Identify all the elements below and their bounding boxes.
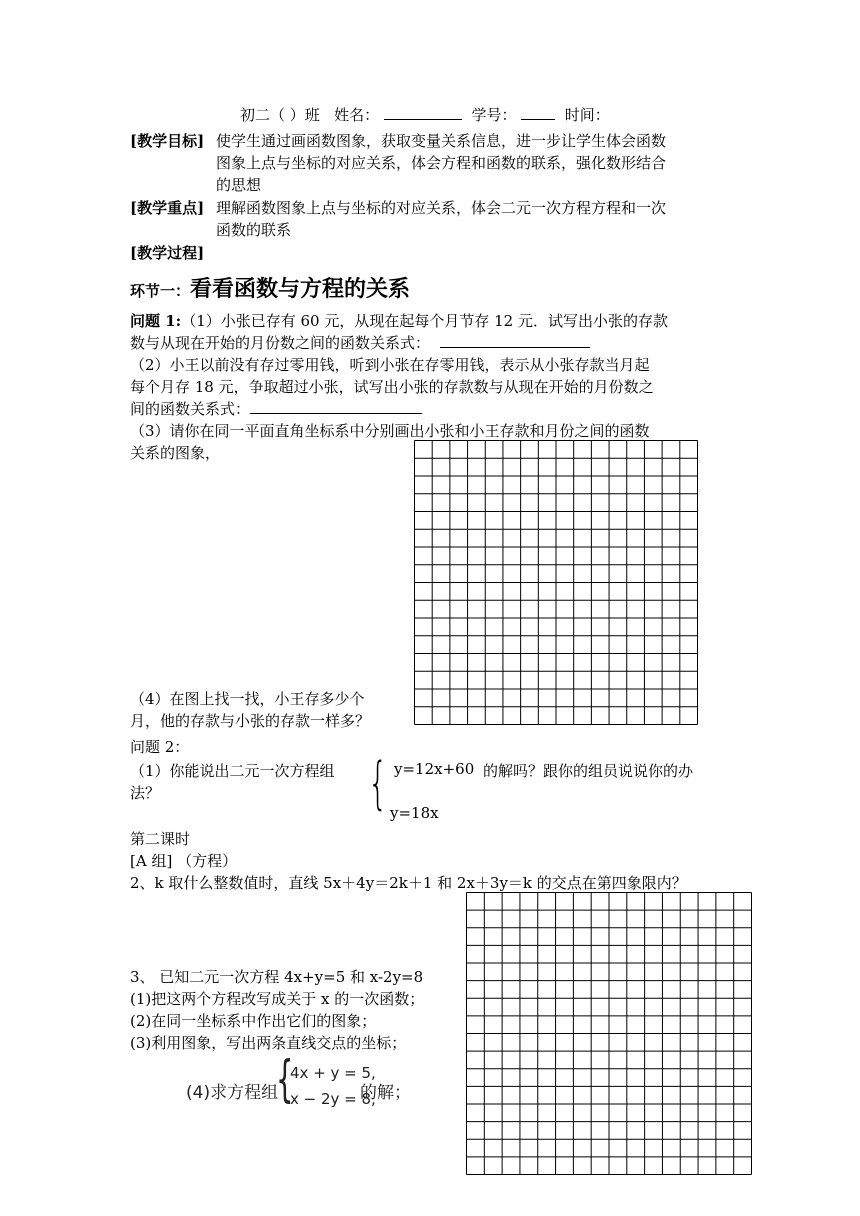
problem1-q2-line1: （2）小王以前没有存过零用钱，听到小张在存零用钱，表示从小张存款当月起 <box>130 356 650 374</box>
objectives-line-1: 使学生通过画函数图象，获取变量关系信息，进一步让学生体会函数 <box>216 132 667 150</box>
name-blank[interactable] <box>384 105 462 120</box>
process-tag: [教学过程] <box>130 244 205 262</box>
problem1-q4-line1: （4）在图上找一找，小王存多少个 <box>130 690 365 708</box>
keypoints-line-1: 理解函数图象上点与坐标的对应关系，体会二元一次方程方程和一次 <box>216 199 667 217</box>
problem1-q4-line2: 月，他的存款与小张的存款一样多？ <box>130 712 371 730</box>
class-label: 初二（ ）班 <box>240 106 320 124</box>
lesson2-question-3-1: (1)把这两个方程改写成关于 x 的一次函数； <box>130 990 425 1008</box>
problem1-label: 问题 1: <box>130 312 182 330</box>
problem1-q3-line2: 关系的图象， <box>130 444 221 462</box>
lesson2-group: [A 组] （方程） <box>130 852 238 870</box>
name-label: 姓名： <box>334 106 380 124</box>
lesson2-title: 第二课时 <box>130 830 191 848</box>
graph-grid-2[interactable] <box>466 892 752 1175</box>
keypoints-tag: [教学重点] <box>130 199 205 217</box>
section-heading <box>130 272 410 303</box>
lesson2-question-2: 2、k 取什么整数值时，直线 5x＋4y＝2k＋1 和 2x＋3y＝k 的交点在第四象限内？ <box>130 874 687 892</box>
problem1-q1-text: （1）小张已存有 60 元，从现在起每个月节存 12 元．试写出小张的存款 <box>181 312 668 330</box>
problem1-q1-text-2: 数与从现在开始的月份数之间的函数关系式： <box>130 334 431 352</box>
objectives-line-3: 的思想 <box>216 176 262 194</box>
equation-system-image <box>180 1050 420 1116</box>
problem1-q1-line2 <box>130 332 590 353</box>
problem1-q3-line1: （3）请你在同一平面直角坐标系中分别画出小张和小王存款和月份之间的函数 <box>130 422 650 440</box>
problem1-q2-line2: 每个月存 18 元，争取超过小张，试写出小张的存款数与从现在开始的月份数之 <box>130 378 654 396</box>
q3-4-eq2: x − 2y = 8, <box>290 1090 376 1108</box>
section-prefix: 环节一： <box>130 282 191 300</box>
equation-1: y=12x+60 <box>394 760 475 778</box>
problem2-q1-tail: 的解吗？跟你的组员说说你的办 <box>483 762 694 780</box>
problem1-q2-line3 <box>130 398 422 419</box>
student-info-line <box>240 104 610 125</box>
q3-4-prefix: (4)求方程组 <box>186 1083 279 1103</box>
problem1-q2-text-3: 间的函数关系式： <box>130 400 251 418</box>
equation-2: y=18x <box>390 804 439 822</box>
lesson2-question-3: 3、 已知二元一次方程 4x+y=5 和 x-2y=8 <box>130 968 424 986</box>
problem1-q1-line1 <box>130 310 668 331</box>
id-label: 学号： <box>471 106 517 124</box>
time-label: 时间： <box>564 106 610 124</box>
lesson2-question-3-2: (2)在同一坐标系中作出它们的图象； <box>130 1012 377 1030</box>
q3-4-eq1: 4x + y = 5, <box>290 1064 376 1082</box>
answer-blank-1[interactable] <box>440 333 590 348</box>
problem2-q1-text: （1）你能说出二元一次方程组 <box>130 762 335 780</box>
keypoints-line-2: 函数的联系 <box>216 221 292 239</box>
brace-symbol-2: { <box>276 1050 294 1108</box>
answer-blank-2[interactable] <box>250 399 422 414</box>
objectives-line-2: 图象上点与坐标的对应关系，体会方程和函数的联系，强化数形结合 <box>216 154 667 172</box>
lesson2-question-3-3: (3)利用图象，写出两条直线交点的坐标； <box>130 1034 407 1052</box>
brace-symbol: { <box>368 751 388 816</box>
id-blank[interactable] <box>521 105 555 120</box>
graph-grid-1[interactable] <box>414 440 698 725</box>
objectives-tag: [教学目标] <box>130 132 205 150</box>
problem2-q1-line2: 法？ <box>130 784 161 802</box>
q3-4-suffix: 的解； <box>360 1083 411 1103</box>
problem2-label: 问题 2： <box>130 738 190 756</box>
section-title: 看看函数与方程的关系 <box>190 277 411 302</box>
